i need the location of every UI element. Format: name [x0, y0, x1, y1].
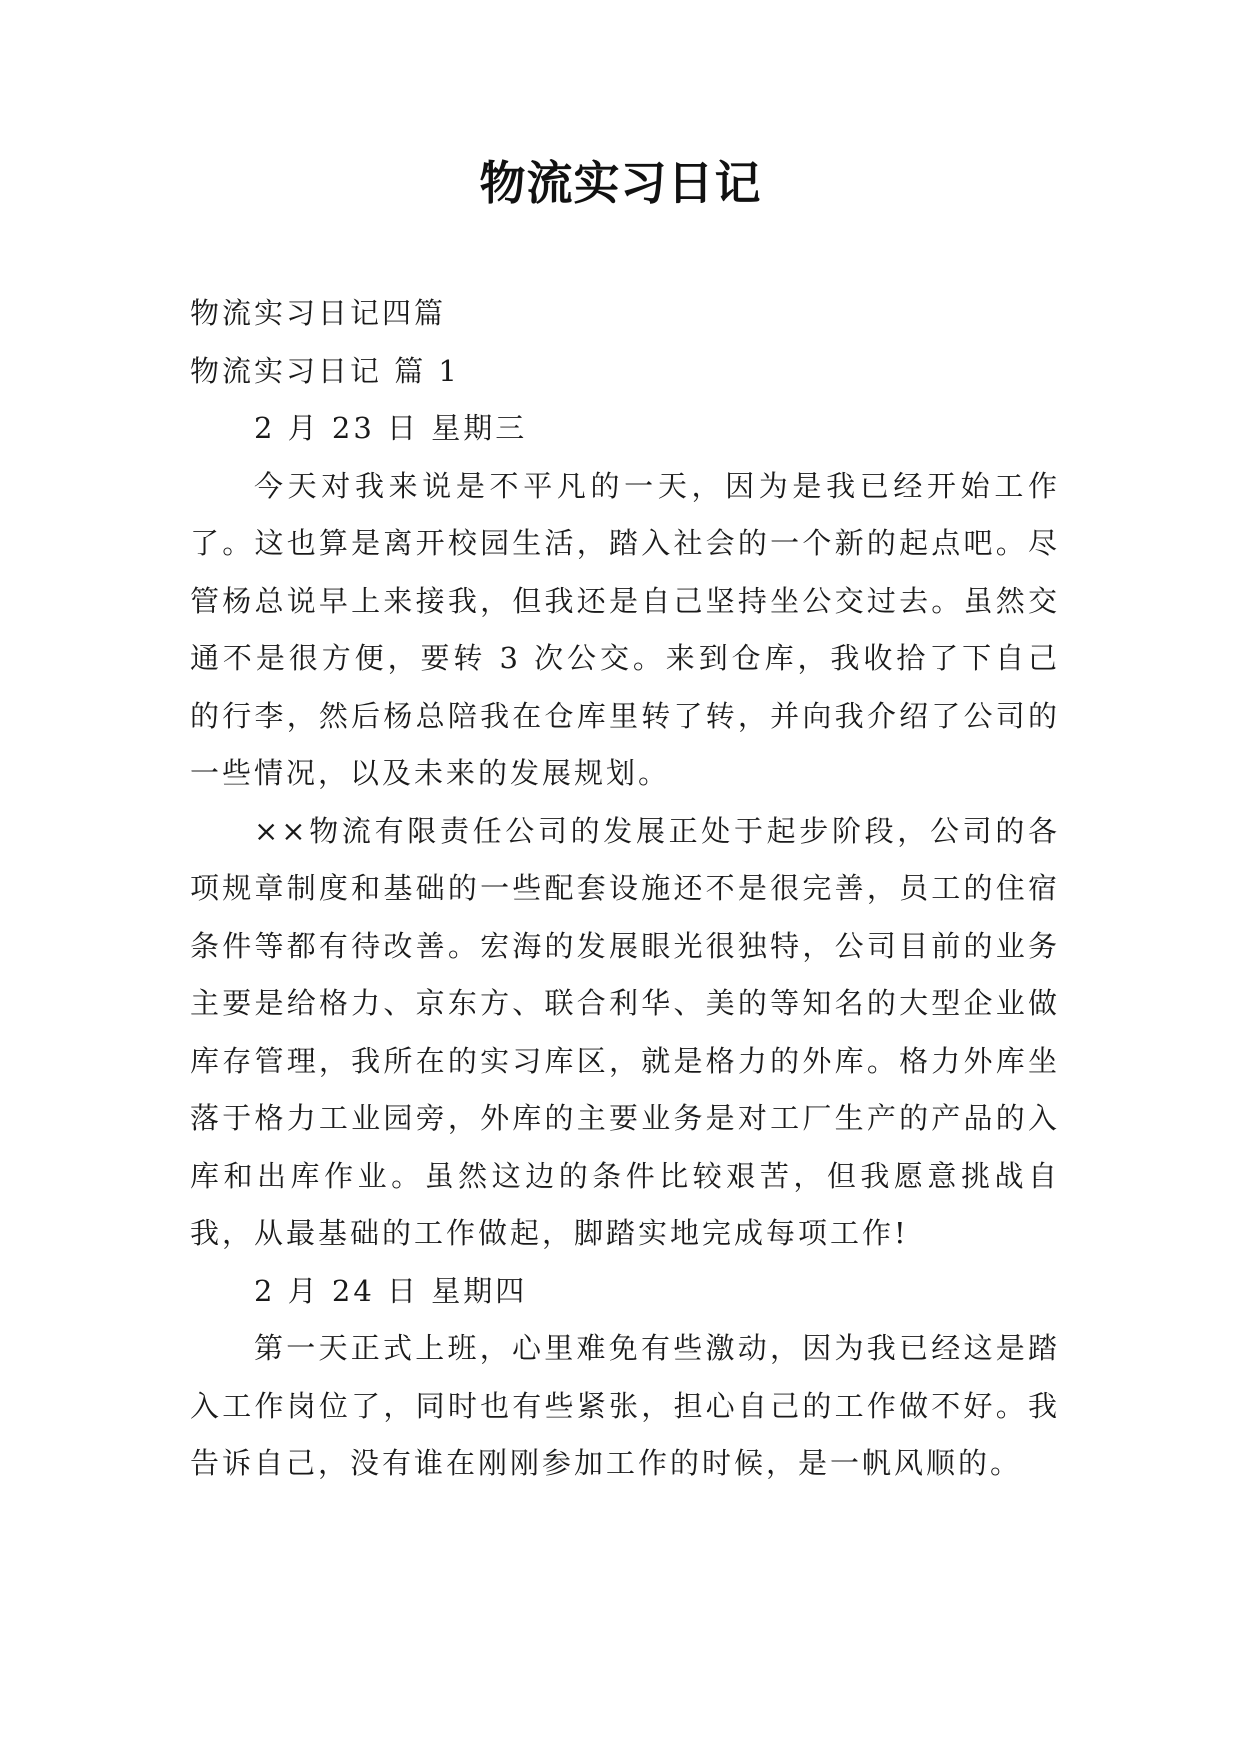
entry-paragraph: 第一天正式上班，心里难免有些激动，因为我已经这是踏入工作岗位了，同时也有些紧张，担心自己的工作做不好。我告诉自己，没有谁在刚刚参加工作的时候，是一帆风顺的。	[190, 1331, 1060, 1480]
section-heading: 物流实习日记 篇 1	[190, 353, 460, 388]
document-title: 物流实习日记	[479, 156, 762, 210]
entry-paragraph: ××物流有限责任公司的发展正处于起步阶段，公司的各项规章制度和基础的一些配套设施还不是很完善，员工的住宿条件等都有待改善。宏海的发展眼光很独特，公司目前的业务主要是给格力、京东方、联合利华、美的等知名的大型企业做库存管理，我所在的实习库区，就是格力的外库。格力外库坐落于格力工业园旁，外库的主要业务是对工厂生产的产品的入库和出库作业。虽然这边的条件比较艰苦，但我愿意挑战自我，从最基础的工作做起，脚踏实地完成每项工作!	[190, 813, 1060, 1250]
document-body	[190, 285, 1060, 1493]
entry-date: 2 月 23 日 星期三	[254, 411, 528, 445]
entry-paragraph: 今天对我来说是不平凡的一天，因为是我已经开始工作了。这也算是离开校园生活，踏入社会的一个新的起点吧。尽管杨总说早上来接我，但我还是自己坚持坐公交过去。虽然交通不是很方便，要转 3 次公交。来到仓库，我收拾了下自己的行李，然后杨总陪我在仓库里转了转，并向我介绍了公司的一些情况，以及未来的发展规划。	[190, 468, 1060, 790]
document-subtitle: 物流实习日记四篇	[190, 296, 447, 330]
entry-date: 2 月 24 日 星期四	[254, 1273, 528, 1308]
